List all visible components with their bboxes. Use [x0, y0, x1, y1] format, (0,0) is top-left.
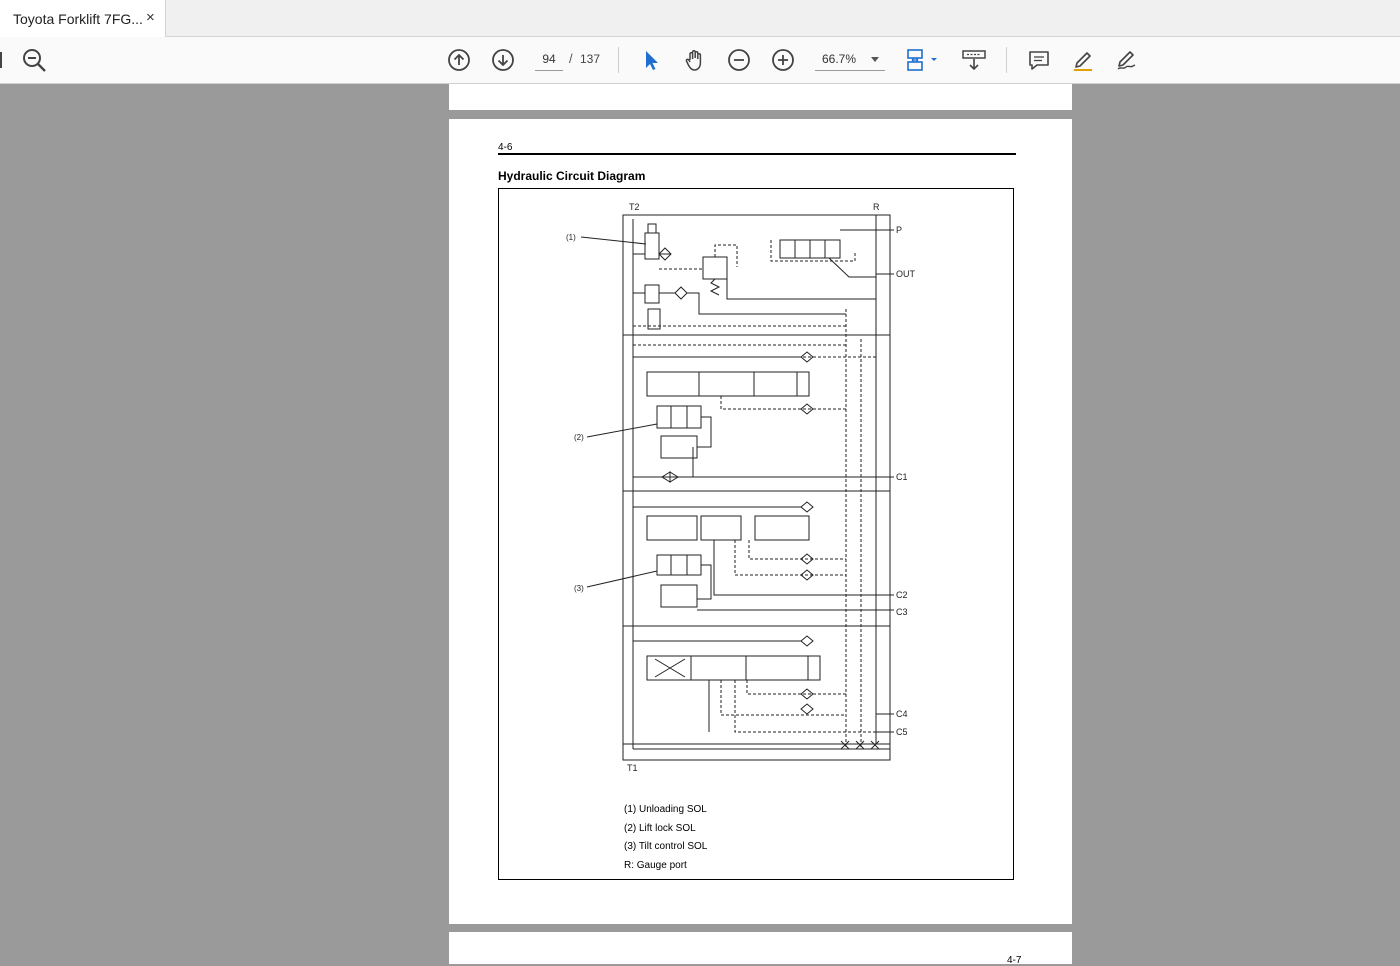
label-r: R	[873, 202, 880, 212]
chevron-down-icon	[871, 57, 879, 62]
label-c4: C4	[896, 709, 908, 719]
page-separator: /	[569, 51, 573, 66]
label-c3: C3	[896, 607, 908, 617]
label-t2: T2	[629, 202, 640, 212]
scroll-mode-icon[interactable]	[961, 47, 987, 73]
tab-close-icon[interactable]: ×	[146, 9, 155, 26]
next-page	[449, 932, 1072, 964]
header-rule	[498, 153, 1016, 155]
previous-page-icon[interactable]	[446, 47, 472, 73]
toolbar-divider	[1006, 47, 1007, 73]
highlight-pen-icon[interactable]	[1070, 47, 1096, 73]
legend-item-lift-lock-sol: (2) Lift lock SOL	[624, 822, 696, 834]
section-title: Hydraulic Circuit Diagram	[498, 169, 646, 183]
diagram-frame	[498, 188, 1014, 880]
zoom-search-icon[interactable]	[21, 47, 47, 73]
callout-2: (2)	[574, 433, 584, 442]
legend	[624, 801, 707, 875]
toolbar-divider	[618, 47, 619, 73]
previous-page	[449, 84, 1072, 110]
legend-item-tilt-control-sol: (3) Tilt control SOL	[624, 841, 708, 852]
toolbar	[0, 37, 1400, 84]
page-number-input[interactable]: 94	[535, 48, 563, 71]
label-out: OUT	[896, 269, 915, 279]
document-tab[interactable]	[0, 0, 166, 37]
legend-item-gauge-port: R: Gauge port	[624, 859, 687, 871]
callout-3: (3)	[574, 584, 584, 593]
select-pointer-icon[interactable]	[638, 47, 664, 73]
legend-item-unloading-sol: (1) Unloading SOL	[624, 804, 707, 815]
label-p: P	[896, 225, 903, 235]
callout-1: (1)	[566, 233, 576, 242]
zoom-select[interactable]	[815, 48, 885, 71]
next-page-number: 4-7	[1007, 955, 1022, 966]
sign-icon[interactable]	[1114, 47, 1140, 73]
zoom-value: 66.7%	[822, 52, 857, 66]
tab-title: Toyota Forklift 7FG...	[13, 11, 143, 27]
label-c1: C1	[896, 472, 908, 482]
hydraulic-circuit-diagram	[499, 189, 1015, 881]
zoom-in-icon[interactable]	[770, 47, 796, 73]
fit-page-icon[interactable]	[904, 47, 940, 73]
tab-bar	[0, 0, 1400, 37]
label-c2: C2	[896, 590, 908, 600]
label-t1: T1	[627, 763, 638, 773]
document-page	[449, 119, 1072, 924]
comment-icon[interactable]	[1026, 47, 1052, 73]
page-number: 4-6	[498, 142, 513, 153]
page-total: 137	[580, 52, 601, 66]
sidebar-edge	[0, 52, 2, 68]
label-c5: C5	[896, 727, 908, 737]
hand-tool-icon[interactable]	[682, 47, 708, 73]
zoom-out-icon[interactable]	[726, 47, 752, 73]
next-page-icon[interactable]	[490, 47, 516, 73]
